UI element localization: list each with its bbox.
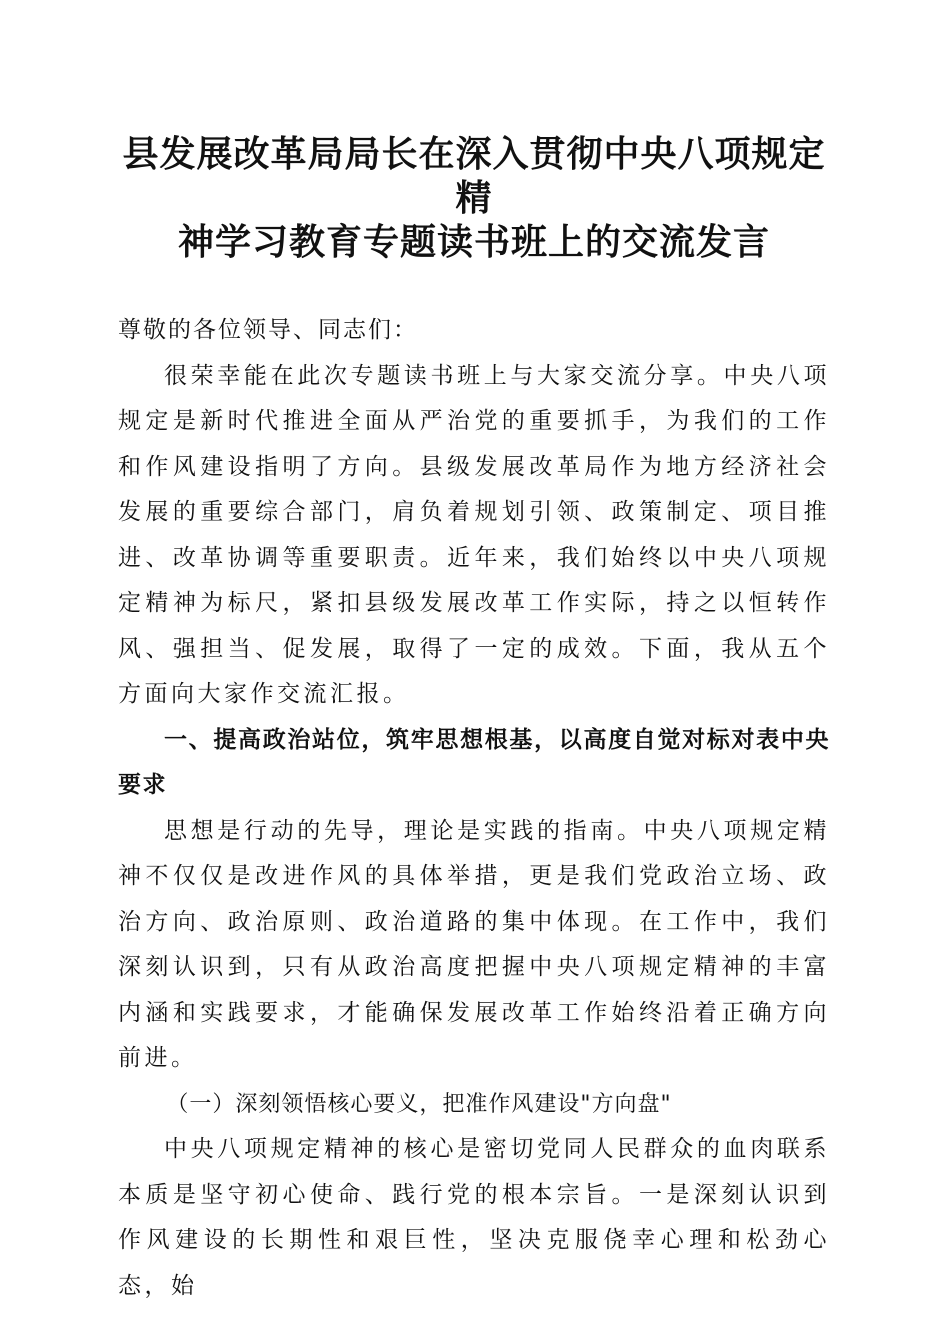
body-paragraph: 思想是行动的先导，理论是实践的指南。中央八项规定精神不仅仅是改进作风的具体举措，更是我们党政治立场、政治方向、政治原则、政治道路的集中体现。在工作中，我们深刻认识到，只有从政治高度把握中央八项规定精神的丰富内涵和实践要求，才能确保发展改革工作始终沿着正确方向前进。 <box>118 817 830 1071</box>
body-paragraph: 中央八项规定精神的核心是密切党同人民群众的血肉联系本质是坚守初心使命、践行党的根本宗旨。一是深刻认识到作风建设的长期性和艰巨性，坚决克服侥幸心理和松劲心态，始 <box>118 1136 830 1299</box>
document-page <box>118 132 830 1309</box>
subsection-heading-1: （一）深刻领悟核心要义，把准作风建设"方向盘" <box>166 1091 672 1117</box>
intro-paragraph: 很荣幸能在此次专题读书班上与大家交流分享。中央八项规定是新时代推进全面从严治党的重要抓手，为我们的工作和作风建设指明了方向。县级发展改革局作为地方经济社会发展的重要综合部门，肩负着规划引领、政策制定、项目推进、改革协调等重要职责。近年来，我们始终以中央八项规定精神为标尺，紧扣县级发展改革工作实际，持之以恒转作风、强担当、促发展，取得了一定的成效。下面，我从五个方面向大家作交流汇报。 <box>118 362 830 707</box>
document-title <box>118 132 830 264</box>
title-line-2: 神学习教育专题读书班上的交流发言 <box>177 221 770 263</box>
section-heading-1: 一、提高政治站位，筑牢思想根基，以高度自觉对标对表中央要求 <box>118 726 830 798</box>
title-line-1: 县发展改革局局长在深入贯彻中央八项规定精 <box>122 133 826 219</box>
salutation: 尊敬的各位领导、同志们： <box>118 317 418 343</box>
